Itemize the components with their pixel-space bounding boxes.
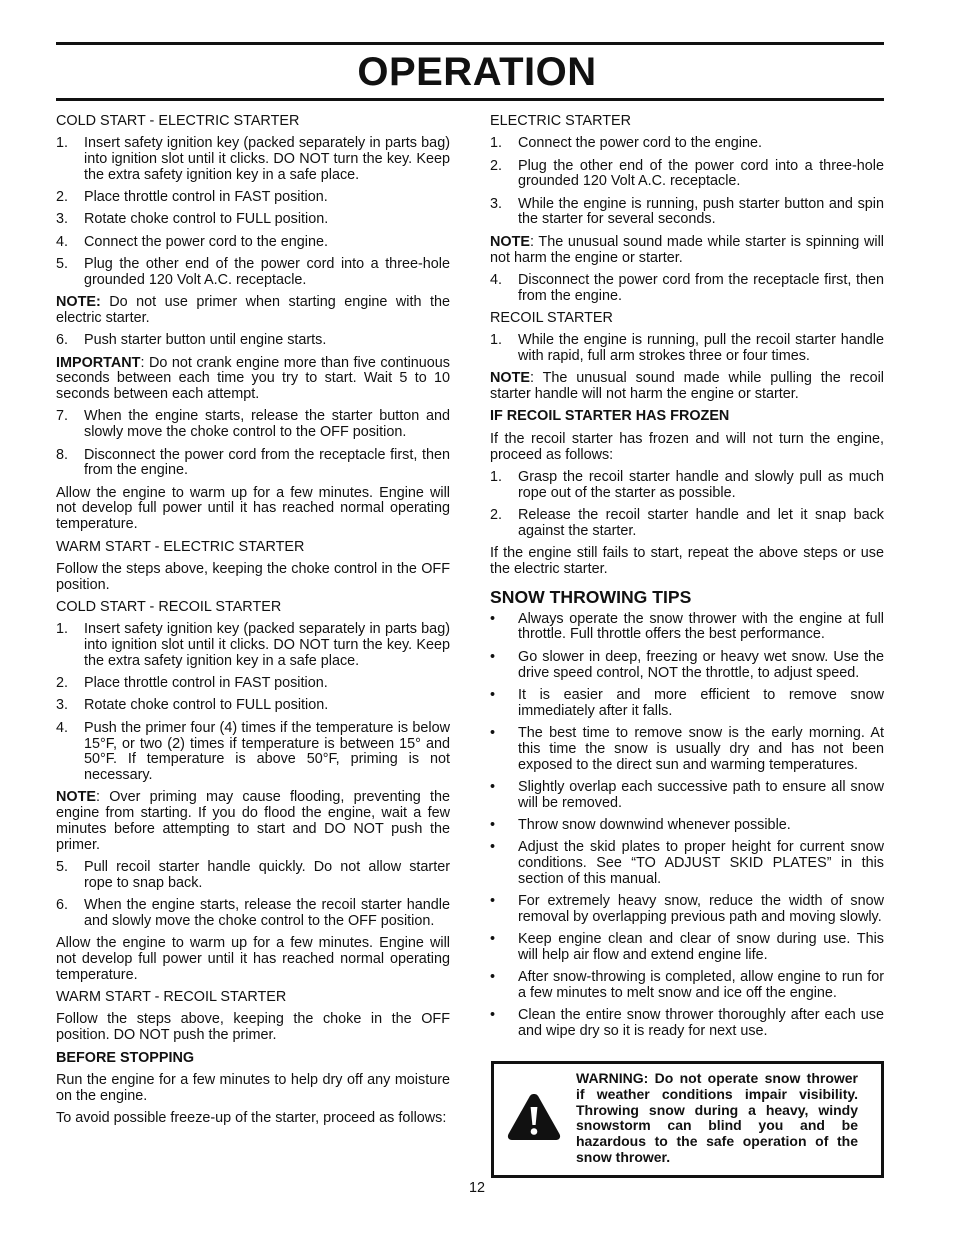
- step-text: Insert safety ignition key (packed separately in parts bag) into ignition slot until it clicks. DO NOT turn the key. Keep the extra safety ignition key in a safe place.: [84, 621, 450, 669]
- step-text: Plug the other end of the power cord into a three-hole grounded 120 Volt A.C. receptacle.: [518, 157, 884, 190]
- recoil-starter-heading: RECOIL STARTER: [490, 309, 613, 326]
- important-label: IMPORTANT: [56, 354, 141, 371]
- list-item: [490, 273, 884, 305]
- tip-text: Clean the entire snow thrower thoroughly after each use and wipe dry so it is ready for next use.: [518, 1007, 884, 1040]
- list-item: [490, 688, 884, 720]
- list-item: [490, 612, 884, 644]
- list-item: [56, 212, 450, 228]
- step-number: 2.: [490, 157, 503, 174]
- list-item: [56, 622, 450, 669]
- step-number: 3.: [56, 697, 69, 714]
- warmup-paragraph: Allow the engine to warm up for a few minutes. Engine will not develop full power until it has reached normal operating temperature.: [56, 484, 450, 533]
- list-item: [490, 780, 884, 812]
- note-label: NOTE: [490, 233, 530, 250]
- list-item: [490, 932, 884, 964]
- tip-text: It is easier and more efficient to remove snow immediately after it falls.: [518, 686, 884, 719]
- step-number: 1.: [56, 135, 69, 152]
- list-item: [56, 448, 450, 480]
- electric-starter-steps: [490, 136, 884, 228]
- starter-sound-note: [490, 235, 884, 267]
- cold-start-electric-steps: [56, 136, 450, 288]
- warm-start-electric-heading: WARM START - ELECTRIC STARTER: [56, 538, 305, 555]
- step-number: 3.: [56, 211, 69, 228]
- step-number: 1.: [490, 135, 503, 152]
- step-text: Place throttle control in FAST position.: [84, 189, 328, 206]
- step-text: Disconnect the power cord from the receptacle first, then from the engine.: [518, 271, 884, 304]
- page-number: 12: [468, 1180, 485, 1196]
- page-title: OPERATION: [357, 50, 597, 94]
- step-text: Plug the other end of the power cord into a three-hole grounded 120 Volt A.C. receptacle.: [84, 256, 450, 288]
- cold-start-recoil-steps-continued: [56, 860, 450, 930]
- step-text: When the engine starts, release the recoil starter handle and slowly move the choke control to the OFF position.: [84, 897, 450, 929]
- step-number: 4.: [56, 233, 69, 250]
- list-item: [56, 333, 450, 349]
- tip-text: Keep engine clean and clear of snow during use. This will help air flow and extend engine life.: [518, 931, 884, 963]
- note-text: Do not use primer when starting engine with the electric starter.: [56, 294, 450, 326]
- list-item: [490, 333, 884, 365]
- warmup-paragraph: Allow the engine to warm up for a few minutes. Engine will not develop full power until it has reached normal operating temperature.: [56, 935, 450, 983]
- list-item: [490, 508, 884, 540]
- step-text: Connect the power cord to the engine.: [518, 135, 763, 152]
- step-text: Insert safety ignition key (packed separately in parts bag) into ignition slot until it clicks. DO NOT turn the key. Keep the extra safety ignition key in a safe place.: [84, 135, 450, 183]
- frozen-intro: If the recoil starter has frozen and will not turn the engine, proceed as follows:: [490, 430, 884, 463]
- tip-text: Go slower in deep, freezing or heavy wet snow. Use the drive speed control, NOT the throttle, to adjust speed.: [518, 648, 884, 681]
- list-item: [56, 235, 450, 251]
- tip-text: Always operate the snow thrower with the engine at full throttle. Full throttle offers the best performance.: [518, 610, 884, 643]
- freeze-up-paragraph: To avoid possible freeze-up of the starter, proceed as follows:: [56, 1109, 447, 1126]
- step-text: Pull recoil starter handle quickly. Do not allow starter rope to snap back.: [84, 859, 450, 891]
- bullet-icon: •: [490, 816, 496, 833]
- list-item: [56, 721, 450, 784]
- bullet-icon: •: [490, 969, 496, 986]
- tip-text: The best time to remove snow is the early morning. At this time the snow is usually dry and has not been exposed to the direct sun and warming temperatures.: [518, 724, 884, 773]
- title-rule: [56, 98, 884, 101]
- step-number: 1.: [490, 468, 503, 485]
- step-number: 1.: [56, 621, 69, 638]
- snow-throwing-tips-heading: SNOW THROWING TIPS: [490, 586, 692, 607]
- step-text: When the engine starts, release the starter button and slowly move the choke control to the OFF position.: [84, 408, 450, 441]
- important-text: : Do not crank engine more than five continuous seconds between each time you try to start. Wait 5 to 10 seconds between each attempt.: [56, 354, 450, 403]
- priming-note: [56, 790, 450, 853]
- list-item: [490, 840, 884, 887]
- list-item: [56, 409, 450, 441]
- bullet-icon: •: [490, 778, 496, 795]
- warm-start-electric-text: Follow the steps above, keeping the choke control in the OFF position.: [56, 560, 450, 593]
- step-text: Rotate choke control to FULL position.: [84, 697, 329, 714]
- right-column: [490, 114, 884, 1046]
- list-item: [56, 136, 450, 183]
- primer-note: [56, 295, 450, 327]
- list-item: [490, 197, 884, 229]
- step-text: Push starter button until engine starts.: [84, 332, 327, 349]
- before-stopping-heading: BEFORE STOPPING: [56, 1049, 195, 1066]
- tip-text: Throw snow downwind whenever possible.: [518, 816, 791, 833]
- bullet-icon: •: [490, 839, 496, 856]
- step-text: Push the primer four (4) times if the temperature is below 15°F, or two (2) times if temperature is between 15° and 50°F. If temperature is above 50°F, priming is not necessary.: [84, 719, 450, 784]
- electric-starter-heading: ELECTRIC STARTER: [490, 113, 631, 129]
- bullet-icon: •: [490, 931, 496, 948]
- step-text: Disconnect the power cord from the receptacle first, then from the engine.: [84, 446, 450, 479]
- cold-start-electric-steps-continued: [56, 409, 450, 479]
- left-column: [56, 114, 450, 1133]
- note-label: NOTE: [56, 789, 96, 806]
- tip-text: Adjust the skid plates to proper height for current snow conditions. See “TO ADJUST SKID PLATES” in this section of this manual.: [518, 839, 884, 887]
- list-item: [490, 1008, 884, 1040]
- list-item: [56, 676, 450, 692]
- list-item: [56, 190, 450, 206]
- step-number: 5.: [56, 256, 69, 273]
- warm-start-recoil-heading: WARM START - RECOIL STARTER: [56, 989, 287, 1006]
- step-number: 4.: [56, 719, 69, 736]
- warning-triangle-icon: [506, 1092, 562, 1142]
- list-item: [490, 894, 884, 926]
- recoil-sound-note: [490, 371, 884, 403]
- snow-throwing-tips-list: [490, 612, 884, 1040]
- step-number: 2.: [56, 675, 69, 692]
- tip-text: For extremely heavy snow, reduce the width of snow removal by overlapping previous path and moving slowly.: [518, 893, 884, 925]
- bullet-icon: •: [490, 648, 496, 665]
- step-number: 2.: [490, 506, 503, 523]
- step-number: 7.: [56, 408, 69, 425]
- list-item: [490, 136, 884, 152]
- step-number: 2.: [56, 189, 69, 206]
- bullet-icon: •: [490, 724, 496, 741]
- step-number: 1.: [490, 332, 503, 349]
- tip-text: After snow-throwing is completed, allow engine to run for a few minutes to melt snow and ice off the engine.: [518, 969, 884, 1002]
- frozen-steps: [490, 470, 884, 540]
- cold-start-electric-heading: COLD START - ELECTRIC STARTER: [56, 113, 300, 129]
- list-item: [56, 860, 450, 892]
- step-text: Connect the power cord to the engine.: [84, 233, 329, 250]
- step-text: Rotate choke control to FULL position.: [84, 211, 329, 228]
- step-number: 6.: [56, 332, 69, 349]
- list-item: [490, 470, 884, 502]
- warning-box: [491, 1061, 884, 1178]
- cold-start-recoil-steps: [56, 622, 450, 784]
- step-number: 6.: [56, 897, 69, 914]
- note-text: : The unusual sound made while pulling the recoil starter handle will not harm the engine or starter.: [490, 370, 884, 403]
- note-label: NOTE: [490, 370, 530, 387]
- step-text: Release the recoil starter handle and let it snap back against the starter.: [518, 506, 884, 539]
- step-text: Place throttle control in FAST position.: [84, 675, 328, 692]
- list-item: [490, 650, 884, 682]
- list-item: [56, 698, 450, 714]
- step-text: While the engine is running, pull the recoil starter handle with rapid, full arm strokes three or four times.: [518, 332, 884, 365]
- note-text: : The unusual sound made while starter is spinning will not harm the engine or starter.: [490, 233, 884, 266]
- warning-text: WARNING: Do not operate snow thrower if weather conditions impair visibility. Throwing snow during a heavy, windy snowstorm can blind you and be hazardous to the safe operation of the snow thrower.: [576, 1070, 858, 1165]
- list-item: [56, 898, 450, 930]
- bullet-icon: •: [490, 686, 496, 703]
- step-number: 8.: [56, 446, 69, 463]
- top-rule: [56, 42, 884, 45]
- note-text: : Over priming may cause flooding, preventing the engine from starting. If you do flood the engine, wait a few minutes before attempting to start and DO NOT push the primer.: [56, 789, 450, 853]
- step-text: Grasp the recoil starter handle and slowly pull as much rope out of the starter as possible.: [518, 468, 884, 501]
- warm-start-recoil-text: Follow the steps above, keeping the choke in the OFF position. DO NOT push the primer.: [56, 1011, 450, 1044]
- important-note: [56, 356, 450, 403]
- frozen-outro: If the engine still fails to start, repeat the above steps or use the electric starter.: [490, 545, 884, 577]
- bullet-icon: •: [490, 610, 496, 627]
- step-number: 3.: [490, 195, 503, 212]
- before-stopping-paragraph: Run the engine for a few minutes to help dry off any moisture on the engine.: [56, 1071, 450, 1104]
- frozen-starter-heading: IF RECOIL STARTER HAS FROZEN: [490, 408, 730, 425]
- list-item: [490, 970, 884, 1002]
- cold-start-recoil-heading: COLD START - RECOIL STARTER: [56, 598, 282, 615]
- step-number: 5.: [56, 859, 69, 876]
- list-item: [490, 159, 884, 191]
- list-item: [490, 818, 884, 834]
- list-item: [56, 257, 450, 289]
- bullet-icon: •: [490, 1007, 496, 1024]
- note-label: NOTE:: [56, 294, 101, 311]
- step-text: While the engine is running, push starter button and spin the starter for several seconds.: [518, 195, 884, 228]
- bullet-icon: •: [490, 893, 496, 910]
- tip-text: Slightly overlap each successive path to ensure all snow will be removed.: [518, 778, 884, 811]
- list-item: [490, 726, 884, 773]
- step-number: 4.: [490, 271, 503, 288]
